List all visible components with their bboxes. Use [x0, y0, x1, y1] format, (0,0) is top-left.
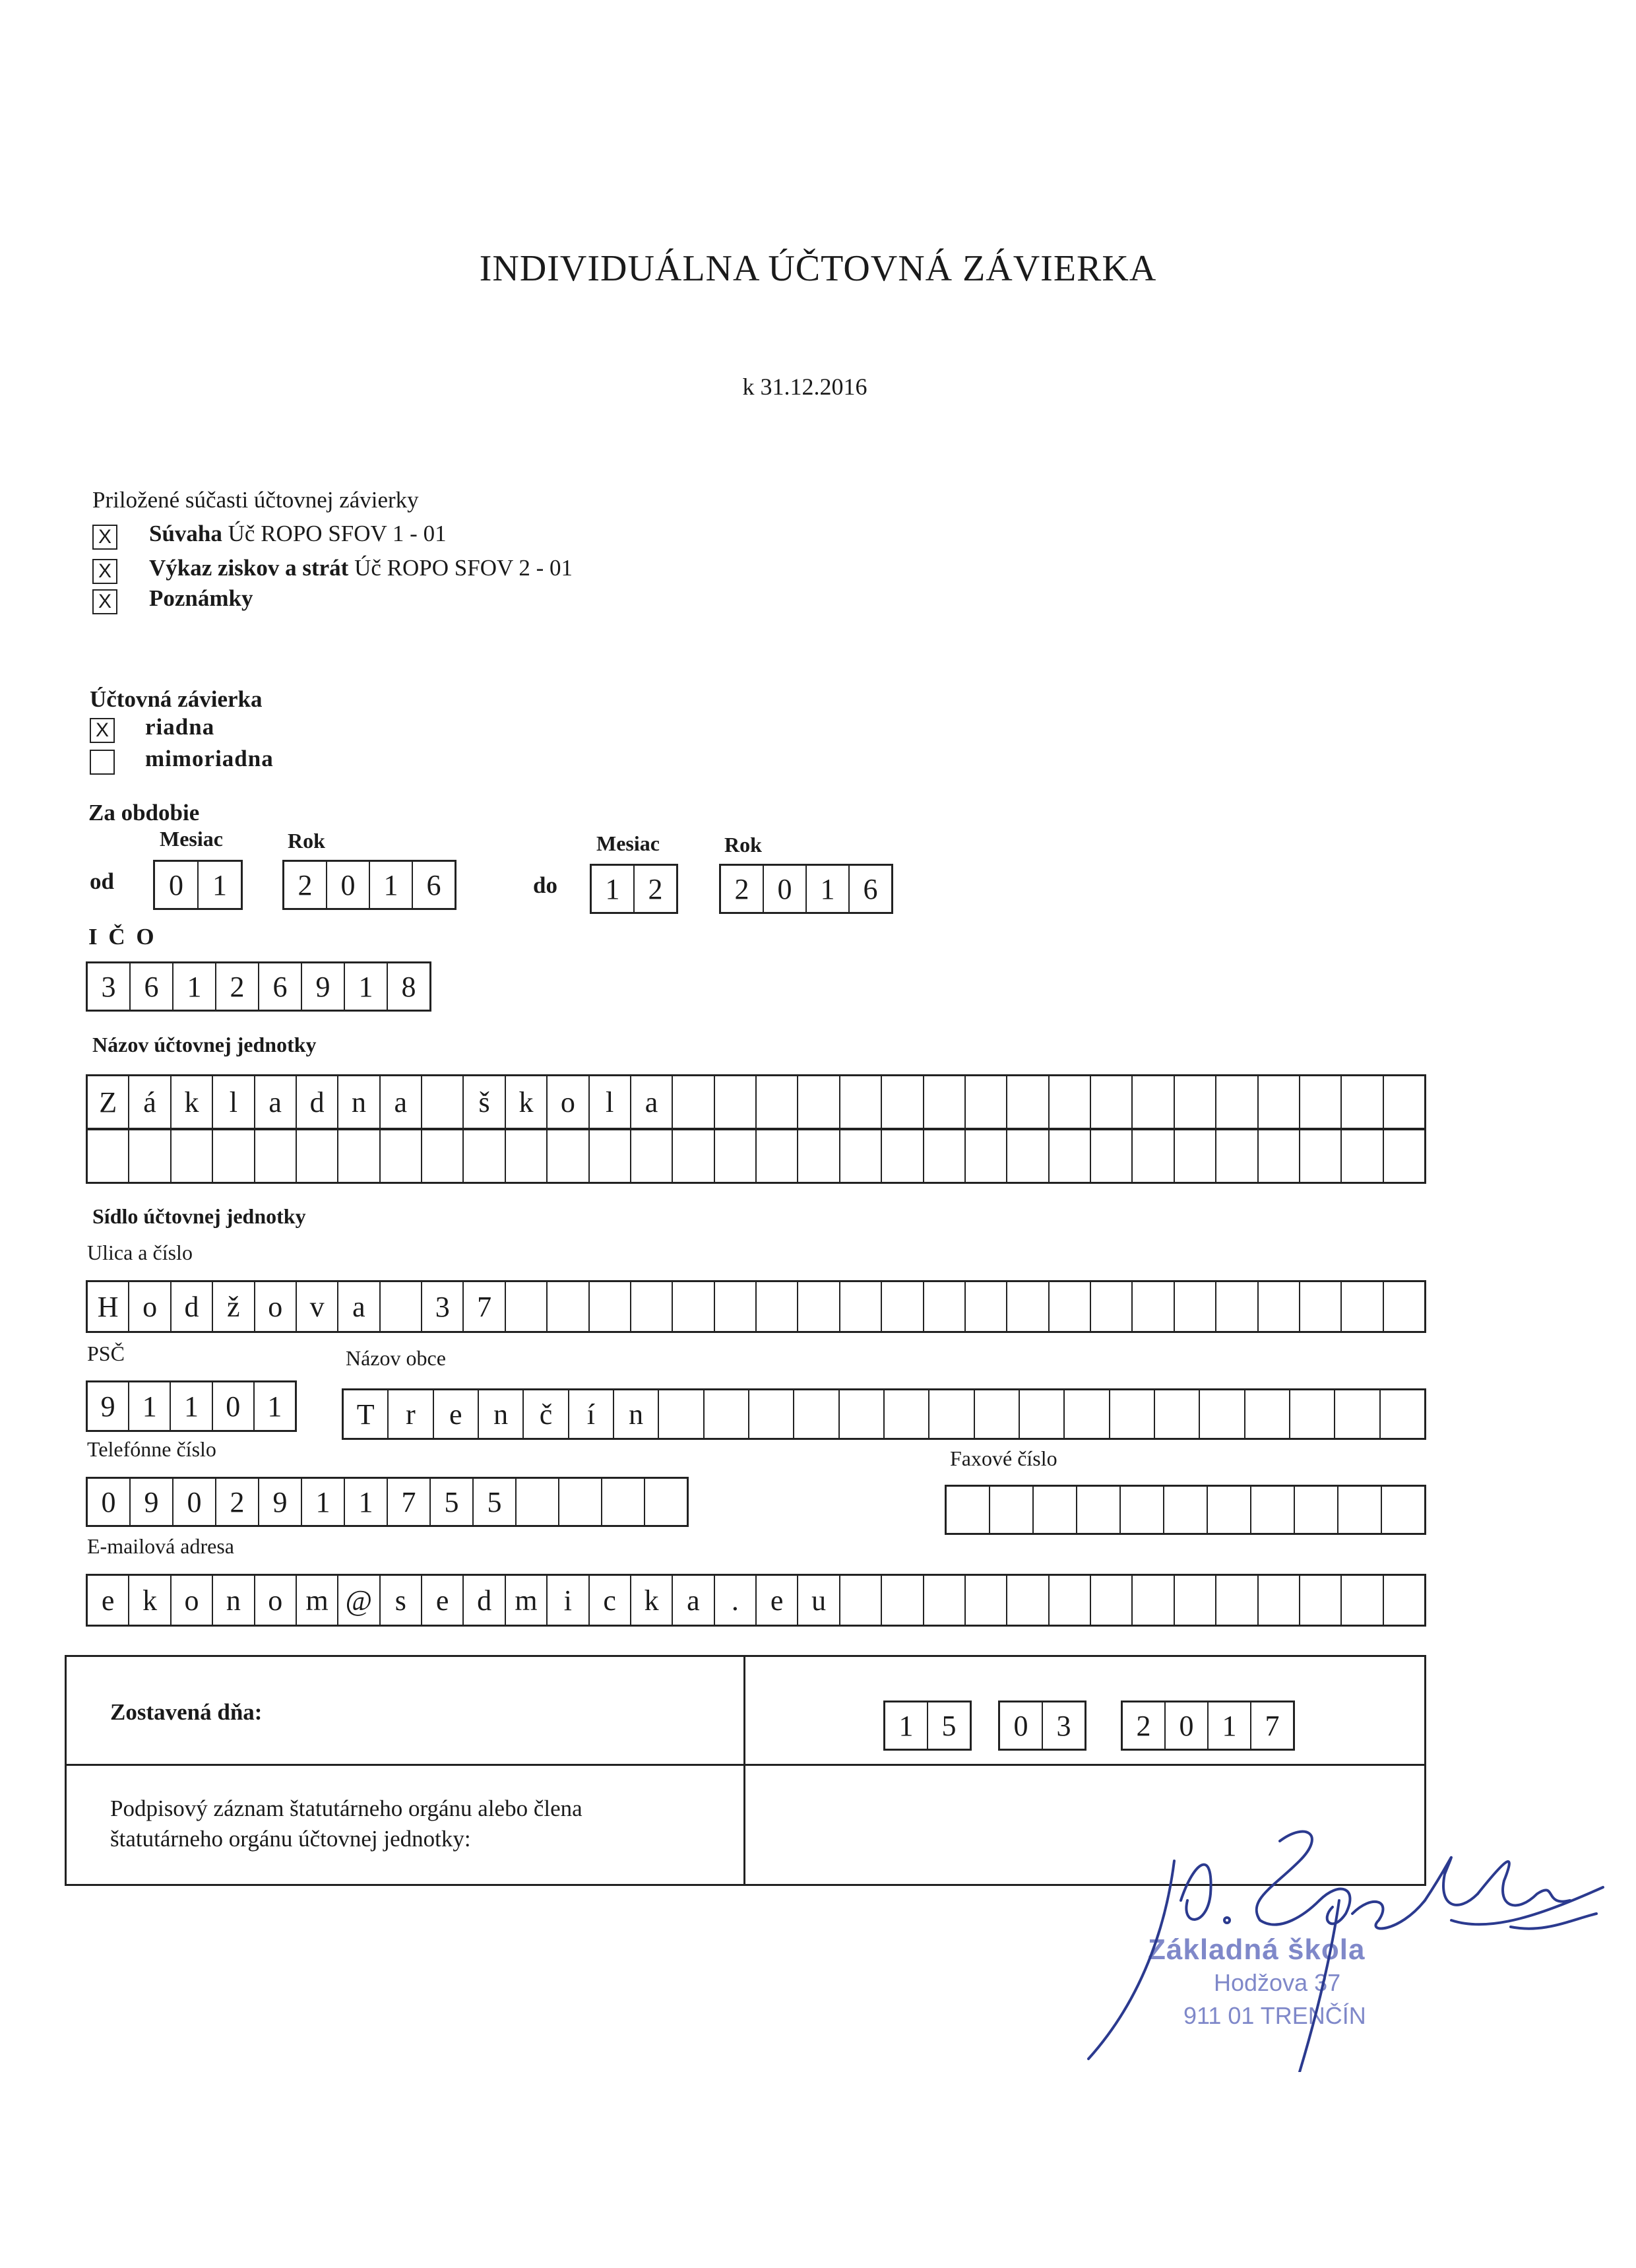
- char-cell: [559, 1479, 602, 1525]
- char-cell: 1: [807, 866, 850, 912]
- char-cell: o: [255, 1282, 297, 1331]
- char-cell: 9: [302, 963, 345, 1010]
- char-cell: [1259, 1282, 1300, 1331]
- entity-name-row-2: [88, 1128, 1424, 1182]
- compiled-month-boxes[interactable]: [998, 1701, 1086, 1751]
- char-cell: 7: [1265, 1709, 1280, 1742]
- char-cell: [1175, 1076, 1216, 1128]
- char-cell: [590, 1130, 631, 1182]
- char-cell: [1384, 1076, 1424, 1128]
- fax-boxes[interactable]: [945, 1485, 1426, 1535]
- char-cell: [840, 1576, 882, 1625]
- char-cell: [213, 1130, 255, 1182]
- char-cell: [297, 1130, 338, 1182]
- char-cell: a: [338, 1282, 380, 1331]
- char-cell: 1: [345, 963, 388, 1010]
- char-cell: [88, 1130, 129, 1182]
- char-cell: [1020, 1390, 1065, 1438]
- char-cell: [966, 1282, 1007, 1331]
- char-cell: [422, 1076, 464, 1128]
- email-label: E-mailová adresa: [87, 1534, 234, 1558]
- char-cell: Z: [88, 1076, 129, 1128]
- char-cell: [966, 1076, 1007, 1128]
- char-cell: 5: [941, 1709, 957, 1742]
- to-month-label: Mesiac: [596, 831, 660, 855]
- char-cell: [749, 1390, 794, 1438]
- char-cell: 3: [1056, 1709, 1071, 1742]
- stamp-line-1: Základná škola: [1148, 1933, 1366, 1966]
- char-cell: [757, 1076, 798, 1128]
- char-cell: 1: [173, 963, 216, 1010]
- entity-name-row-1: [88, 1076, 1424, 1128]
- char-cell: [1216, 1130, 1258, 1182]
- char-cell: [1175, 1282, 1216, 1331]
- report-date: k 31.12.2016: [742, 373, 867, 400]
- char-cell: [1335, 1390, 1380, 1438]
- char-cell: a: [255, 1076, 297, 1128]
- char-cell: l: [590, 1076, 631, 1128]
- char-cell: [1259, 1076, 1300, 1128]
- char-cell: m: [506, 1576, 548, 1625]
- email-boxes[interactable]: [86, 1574, 1426, 1627]
- checkbox-profit-loss[interactable]: X: [92, 559, 117, 584]
- char-cell: [129, 1130, 171, 1182]
- char-cell: [705, 1390, 749, 1438]
- char-cell: [966, 1576, 1007, 1625]
- char-cell: [1216, 1076, 1258, 1128]
- char-cell: [924, 1130, 966, 1182]
- char-cell: o: [255, 1576, 297, 1625]
- parts-heading: Priložené súčasti účtovnej závierky: [92, 487, 419, 513]
- char-cell: [645, 1479, 687, 1525]
- char-cell: [338, 1130, 380, 1182]
- char-cell: [1091, 1576, 1133, 1625]
- seat-label: Sídlo účtovnej jednotky: [92, 1204, 306, 1228]
- compiled-day-boxes[interactable]: [883, 1701, 972, 1751]
- char-cell: ž: [213, 1282, 255, 1331]
- char-cell: 1: [129, 1382, 171, 1430]
- char-cell: [1077, 1487, 1121, 1533]
- char-cell: [966, 1130, 1007, 1182]
- char-cell: [548, 1282, 589, 1331]
- char-cell: a: [631, 1076, 673, 1128]
- char-cell: [1133, 1130, 1174, 1182]
- char-cell: o: [129, 1282, 171, 1331]
- char-cell: í: [569, 1390, 614, 1438]
- char-cell: .: [715, 1576, 757, 1625]
- char-cell: 2: [1123, 1702, 1166, 1749]
- char-cell: 0: [213, 1382, 255, 1430]
- char-cell: [602, 1479, 645, 1525]
- char-cell: 2: [284, 862, 327, 908]
- stamp-line-2: Hodžova 37: [1214, 1969, 1341, 1996]
- char-cell: i: [548, 1576, 589, 1625]
- char-cell: [1091, 1076, 1133, 1128]
- char-cell: e: [434, 1390, 479, 1438]
- char-cell: s: [381, 1576, 422, 1625]
- char-cell: [1007, 1076, 1049, 1128]
- from-label: od: [90, 868, 114, 894]
- char-cell: r: [389, 1390, 433, 1438]
- char-cell: [1251, 1487, 1295, 1533]
- char-cell: [840, 1282, 882, 1331]
- closing-heading: Účtovná závierka: [90, 686, 263, 712]
- char-cell: 9: [88, 1382, 129, 1430]
- char-cell: [1133, 1076, 1174, 1128]
- char-cell: [885, 1390, 929, 1438]
- char-cell: [172, 1130, 213, 1182]
- char-cell: č: [524, 1390, 569, 1438]
- char-cell: [1381, 1390, 1424, 1438]
- char-cell: [1382, 1487, 1424, 1533]
- char-cell: [1175, 1130, 1216, 1182]
- char-cell: [715, 1076, 757, 1128]
- char-cell: 3: [88, 963, 131, 1010]
- ico-boxes[interactable]: [86, 961, 431, 1012]
- part-name: Výkaz ziskov a strát: [149, 555, 349, 581]
- part-code: Úč ROPO SFOV 2 - 01: [348, 555, 573, 581]
- char-cell: k: [506, 1076, 548, 1128]
- char-cell: [631, 1130, 673, 1182]
- char-cell: [255, 1130, 297, 1182]
- to-year-boxes[interactable]: [719, 864, 893, 914]
- char-cell: 5: [474, 1479, 517, 1525]
- char-cell: [506, 1282, 548, 1331]
- char-cell: [548, 1130, 589, 1182]
- char-cell: [882, 1076, 924, 1128]
- checkbox-notes[interactable]: X: [92, 589, 117, 614]
- char-cell: o: [172, 1576, 213, 1625]
- compiled-year-boxes[interactable]: [1121, 1701, 1295, 1751]
- phone-boxes[interactable]: [86, 1477, 689, 1527]
- from-year-label: Rok: [288, 829, 325, 853]
- char-cell: T: [344, 1390, 389, 1438]
- char-cell: 1: [885, 1702, 928, 1749]
- char-cell: [1338, 1487, 1382, 1533]
- char-cell: [1007, 1576, 1049, 1625]
- signature-label-line1: Podpisový záznam štatutárneho orgánu alebo člena: [110, 1796, 582, 1821]
- char-cell: 0: [327, 862, 370, 908]
- char-cell: n: [614, 1390, 659, 1438]
- char-cell: @: [338, 1576, 380, 1625]
- char-cell: [673, 1076, 714, 1128]
- checkbox-regular[interactable]: X: [90, 718, 115, 743]
- char-cell: [715, 1282, 757, 1331]
- char-cell: [1208, 1487, 1251, 1533]
- signature-label-line2: štatutárneho orgánu účtovnej jednotky:: [110, 1826, 471, 1852]
- char-cell: 6: [863, 872, 878, 905]
- char-cell: [840, 1130, 882, 1182]
- to-year-label: Rok: [724, 833, 762, 857]
- char-cell: [794, 1390, 839, 1438]
- part-name: Súvaha: [149, 521, 222, 546]
- char-cell: [924, 1576, 966, 1625]
- char-cell: l: [213, 1076, 255, 1128]
- stamp-line-3: 911 01 TRENČÍN: [1183, 2002, 1366, 2029]
- char-cell: [1342, 1576, 1383, 1625]
- char-cell: [798, 1282, 840, 1331]
- char-cell: [840, 1390, 885, 1438]
- char-cell: 8: [401, 970, 416, 1003]
- char-cell: 6: [131, 963, 173, 1010]
- char-cell: 2: [216, 1479, 259, 1525]
- char-cell: [422, 1130, 464, 1182]
- handwritten-signature: [1082, 1821, 1610, 2072]
- char-cell: n: [479, 1390, 524, 1438]
- char-cell: [1300, 1076, 1342, 1128]
- char-cell: 1: [370, 862, 413, 908]
- char-cell: 5: [431, 1479, 474, 1525]
- char-cell: [1300, 1576, 1342, 1625]
- char-cell: [757, 1130, 798, 1182]
- char-cell: k: [172, 1076, 213, 1128]
- char-cell: 0: [155, 862, 199, 908]
- char-cell: e: [88, 1576, 129, 1625]
- char-cell: [975, 1390, 1020, 1438]
- char-cell: 1: [345, 1479, 388, 1525]
- char-cell: [882, 1576, 924, 1625]
- char-cell: c: [590, 1576, 631, 1625]
- char-cell: [590, 1282, 631, 1331]
- char-cell: [659, 1390, 704, 1438]
- char-cell: 7: [388, 1479, 431, 1525]
- char-cell: [1050, 1130, 1091, 1182]
- char-cell: 0: [88, 1479, 131, 1525]
- from-month-boxes[interactable]: [153, 860, 243, 910]
- char-cell: H: [88, 1282, 129, 1331]
- entity-name-label: Názov účtovnej jednotky: [92, 1033, 317, 1056]
- char-cell: d: [297, 1076, 338, 1128]
- char-cell: [715, 1130, 757, 1182]
- compiled-label: Zostavená dňa:: [110, 1699, 263, 1725]
- char-cell: [882, 1282, 924, 1331]
- street-boxes[interactable]: [86, 1280, 1426, 1333]
- char-cell: [631, 1282, 673, 1331]
- entity-name-grid[interactable]: [86, 1074, 1426, 1184]
- char-cell: [1133, 1576, 1174, 1625]
- char-cell: [1259, 1130, 1300, 1182]
- char-cell: a: [673, 1576, 714, 1625]
- city-boxes[interactable]: [342, 1388, 1426, 1440]
- char-cell: 1: [302, 1479, 345, 1525]
- char-cell: 1: [171, 1382, 212, 1430]
- char-cell: [673, 1130, 714, 1182]
- psc-label: PSČ: [87, 1342, 125, 1365]
- char-cell: [1164, 1487, 1208, 1533]
- part-code: Úč ROPO SFOV 1 - 01: [222, 521, 447, 546]
- char-cell: [1295, 1487, 1338, 1533]
- char-cell: [840, 1076, 882, 1128]
- char-cell: [990, 1487, 1034, 1533]
- city-label: Názov obce: [346, 1346, 446, 1370]
- option-label: mimoriadna: [145, 746, 274, 771]
- street-label: Ulica a číslo: [87, 1241, 193, 1264]
- char-cell: [798, 1076, 840, 1128]
- char-cell: d: [172, 1282, 213, 1331]
- char-cell: n: [213, 1576, 255, 1625]
- char-cell: [882, 1130, 924, 1182]
- to-label: do: [533, 872, 557, 898]
- char-cell: [757, 1282, 798, 1331]
- char-cell: [1155, 1390, 1200, 1438]
- char-cell: v: [297, 1282, 338, 1331]
- char-cell: [1245, 1390, 1290, 1438]
- char-cell: [1007, 1282, 1049, 1331]
- char-cell: [1034, 1487, 1077, 1533]
- char-cell: [1342, 1076, 1383, 1128]
- char-cell: [1342, 1130, 1383, 1182]
- char-cell: [1384, 1576, 1424, 1625]
- char-cell: 0: [1000, 1702, 1043, 1749]
- to-month-boxes[interactable]: [590, 864, 678, 914]
- char-cell: [517, 1479, 559, 1525]
- char-cell: [673, 1282, 714, 1331]
- char-cell: 9: [131, 1479, 173, 1525]
- char-cell: o: [548, 1076, 589, 1128]
- char-cell: a: [381, 1076, 422, 1128]
- char-cell: 6: [259, 963, 302, 1010]
- psc-boxes[interactable]: [86, 1380, 297, 1432]
- char-cell: [1091, 1130, 1133, 1182]
- char-cell: k: [631, 1576, 673, 1625]
- char-cell: 1: [212, 868, 227, 901]
- char-cell: 3: [422, 1282, 464, 1331]
- char-cell: 0: [1166, 1702, 1209, 1749]
- option-label: riadna: [145, 714, 215, 740]
- char-cell: [1259, 1576, 1300, 1625]
- char-cell: [1091, 1282, 1133, 1331]
- char-cell: á: [129, 1076, 171, 1128]
- char-cell: [1216, 1282, 1258, 1331]
- char-cell: 2: [648, 872, 663, 905]
- char-cell: [1216, 1576, 1258, 1625]
- char-cell: e: [422, 1576, 464, 1625]
- char-cell: [1290, 1390, 1335, 1438]
- char-cell: 1: [592, 866, 635, 912]
- char-cell: 1: [267, 1390, 282, 1423]
- fax-label: Faxové číslo: [950, 1446, 1057, 1470]
- char-cell: n: [338, 1076, 380, 1128]
- char-cell: [381, 1130, 422, 1182]
- ico-label: I Č O: [88, 924, 157, 950]
- char-cell: 9: [259, 1479, 302, 1525]
- char-cell: [1300, 1282, 1342, 1331]
- char-cell: [798, 1130, 840, 1182]
- char-cell: [1300, 1130, 1342, 1182]
- char-cell: [1065, 1390, 1110, 1438]
- char-cell: [1384, 1130, 1424, 1182]
- char-cell: [1200, 1390, 1245, 1438]
- char-cell: [924, 1282, 966, 1331]
- char-cell: [1007, 1130, 1049, 1182]
- char-cell: e: [757, 1576, 798, 1625]
- char-cell: [1384, 1282, 1424, 1331]
- char-cell: k: [129, 1576, 171, 1625]
- char-cell: [1121, 1487, 1164, 1533]
- char-cell: [464, 1130, 505, 1182]
- char-cell: [1175, 1576, 1216, 1625]
- document-title: INDIVIDUÁLNA ÚČTOVNÁ ZÁVIERKA: [479, 248, 1157, 289]
- char-cell: [1110, 1390, 1155, 1438]
- char-cell: [381, 1282, 422, 1331]
- from-year-boxes[interactable]: [282, 860, 456, 910]
- char-cell: 1: [1209, 1702, 1251, 1749]
- char-cell: 0: [764, 866, 807, 912]
- char-cell: 6: [426, 868, 441, 901]
- from-month-label: Mesiac: [160, 827, 223, 851]
- char-cell: 7: [464, 1282, 505, 1331]
- char-cell: [1050, 1282, 1091, 1331]
- part-name: Poznámky: [149, 585, 253, 611]
- char-cell: [929, 1390, 974, 1438]
- char-cell: [1050, 1076, 1091, 1128]
- char-cell: 2: [216, 963, 259, 1010]
- checkbox-extraordinary[interactable]: [90, 750, 115, 775]
- char-cell: u: [798, 1576, 840, 1625]
- char-cell: [1050, 1576, 1091, 1625]
- char-cell: [506, 1130, 548, 1182]
- char-cell: 2: [721, 866, 764, 912]
- period-heading: Za obdobie: [88, 800, 200, 826]
- char-cell: d: [464, 1576, 505, 1625]
- checkbox-balance[interactable]: X: [92, 525, 117, 550]
- char-cell: š: [464, 1076, 505, 1128]
- phone-label: Telefónne číslo: [87, 1437, 216, 1461]
- char-cell: 0: [173, 1479, 216, 1525]
- char-cell: [1342, 1282, 1383, 1331]
- char-cell: m: [297, 1576, 338, 1625]
- char-cell: [924, 1076, 966, 1128]
- char-cell: [1133, 1282, 1174, 1331]
- char-cell: [947, 1487, 990, 1533]
